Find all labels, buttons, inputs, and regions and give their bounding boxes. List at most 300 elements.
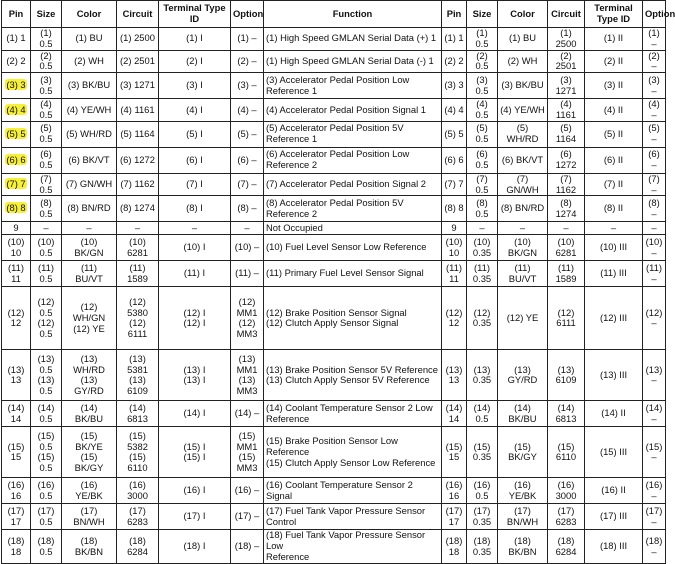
header-color-right: Color: [498, 1, 548, 28]
cell-text: –: [610, 221, 617, 233]
cell-circuit: [117, 504, 159, 530]
cell-text: (15) Brake Position Sensor Low Reference (15) Clutch Apply Sensor Low Reference: [266, 435, 436, 468]
cell-text: (6) 6: [444, 153, 464, 165]
cell-option: [231, 504, 264, 530]
table-header-row: [2, 1, 666, 28]
cell-size-right: [467, 350, 498, 401]
cell-circuit: [117, 173, 159, 196]
cell-text: –: [479, 221, 485, 233]
cell-text: (5) 1164: [555, 122, 577, 145]
cell-text: (13) WH/RD (13) GY/RD: [73, 352, 105, 397]
cell-text: –: [563, 221, 569, 233]
cell-text: (18) 0.5: [37, 534, 55, 557]
cell-color: [62, 99, 117, 122]
cell-color-right: [498, 287, 548, 350]
cell-pin-right: [442, 99, 467, 122]
cell-color-right: [498, 261, 548, 287]
cell-text: (11) BU/VT: [75, 262, 103, 284]
table-row: [2, 173, 666, 196]
cell-option: [231, 50, 264, 73]
cell-text: (3) BK/BU: [67, 79, 111, 91]
cell-text: (3) 0.5: [475, 73, 489, 96]
cell-function: [264, 99, 442, 122]
cell-option: [231, 401, 264, 427]
cell-circuit-right: [548, 504, 585, 530]
cell-terminal-type-id-right: [585, 261, 643, 287]
cell-color-right: [498, 222, 548, 235]
cell-function: [264, 504, 442, 530]
cell-text: (6) 1272: [120, 153, 155, 165]
header-option-right: Option: [643, 1, 666, 28]
cell-size: [31, 478, 62, 504]
cell-color-right: [498, 196, 548, 222]
cell-circuit-right: [548, 350, 585, 401]
header-pin-right: Pin: [442, 1, 467, 28]
cell-text: (5) 1164: [120, 127, 155, 139]
cell-pin-right: [442, 478, 467, 504]
cell-text: (6) BK/VT: [501, 153, 544, 165]
cell-color-right: [498, 350, 548, 401]
cell-circuit: [117, 261, 159, 287]
cell-text: (14) 14: [7, 402, 25, 424]
cell-text: (10) 6281: [127, 236, 148, 258]
cell-terminal-type-id: [159, 147, 231, 173]
cell-pin-right: [442, 121, 467, 147]
cell-text: (1) BU: [508, 32, 537, 44]
cell-circuit: [117, 478, 159, 504]
cell-circuit: [117, 28, 159, 51]
cell-text: (15) 15: [7, 440, 25, 463]
cell-text: (17) –: [645, 505, 663, 527]
cell-text: (18) Fuel Tank Vapor Pressure Sensor Low Reference: [266, 529, 426, 562]
cell-option-right: [643, 530, 666, 563]
cell-circuit-right: [548, 28, 585, 51]
cell-text: (13) MM1 (13) MM3: [236, 352, 258, 397]
cell-text: (3) 0.5: [39, 73, 53, 96]
cell-pin: [2, 235, 31, 261]
cell-text: (7) GN/WH: [65, 178, 113, 190]
cell-option: [231, 147, 264, 173]
cell-color-right: [498, 504, 548, 530]
cell-text: (13) 13: [445, 363, 463, 386]
cell-terminal-type-id: [159, 235, 231, 261]
cell-text: (13) Brake Position Sensor 5V Reference (13) Clutch Apply Sensor 5V Reference: [266, 363, 438, 386]
cell-text: (6) –: [648, 148, 660, 171]
cell-option: [231, 99, 264, 122]
cell-size: [31, 173, 62, 196]
table-row: [2, 287, 666, 350]
cell-circuit: [117, 222, 159, 235]
highlighted-pin-label: (3) 3: [6, 79, 26, 91]
cell-circuit: [117, 196, 159, 222]
cell-pin: [2, 287, 31, 350]
header-color: Color: [62, 1, 117, 28]
cell-pin: [2, 196, 31, 222]
cell-size-right: [467, 121, 498, 147]
cell-terminal-type-id: [159, 50, 231, 73]
cell-color-right: [498, 530, 548, 563]
cell-text: (11) BU/VT: [508, 262, 537, 284]
cell-option: [231, 427, 264, 478]
cell-text: (16) Coolant Temperature Sensor 2 Signal: [266, 479, 413, 501]
cell-text: (1) 0.5: [475, 27, 489, 49]
cell-size: [31, 196, 62, 222]
cell-circuit-right: [548, 99, 585, 122]
cell-text: (7) Accelerator Pedal Position Signal 2: [266, 178, 426, 190]
cell-circuit: [117, 287, 159, 350]
cell-text: (10) I: [183, 241, 206, 253]
cell-option: [231, 530, 264, 563]
cell-color: [62, 504, 117, 530]
cell-text: (5) II: [603, 127, 624, 139]
cell-pin-right: [442, 427, 467, 478]
cell-text: (3) II: [603, 79, 624, 91]
cell-text: (1) High Speed GMLAN Serial Data (-) 1: [266, 54, 434, 66]
cell-function: [264, 147, 442, 173]
cell-size: [31, 261, 62, 287]
cell-color: [62, 173, 117, 196]
cell-text: –: [43, 221, 49, 233]
cell-option: [231, 350, 264, 401]
cell-text: (12) 0.35: [472, 306, 492, 329]
cell-circuit-right: [548, 121, 585, 147]
cell-size-right: [467, 73, 498, 99]
cell-text: (3) –: [237, 79, 257, 91]
cell-text: (16) YE/BK: [75, 479, 103, 501]
cell-circuit: [117, 350, 159, 401]
cell-pin: [2, 530, 31, 563]
cell-color-right: [498, 478, 548, 504]
cell-text: (18) 18: [7, 534, 25, 557]
cell-text: (11) 0.35: [472, 262, 492, 284]
cell-size-right: [467, 530, 498, 563]
cell-text: (1) 1: [444, 32, 464, 44]
cell-circuit: [117, 121, 159, 147]
cell-terminal-type-id-right: [585, 287, 643, 350]
cell-text: (14) II: [601, 407, 626, 419]
cell-text: (8) 1274: [555, 197, 577, 219]
cell-size-right: [467, 261, 498, 287]
table-row: [2, 121, 666, 147]
cell-text: (8) 0.5: [39, 197, 53, 219]
cell-text: (1) –: [648, 27, 660, 49]
table-row: [2, 401, 666, 427]
cell-pin: [2, 121, 31, 147]
cell-pin-right: [442, 73, 467, 99]
cell-size-right: [467, 147, 498, 173]
table-row: [2, 235, 666, 261]
cell-text: –: [134, 221, 141, 233]
cell-terminal-type-id-right: [585, 28, 643, 51]
cell-size-right: [467, 235, 498, 261]
cell-text: (5) WH/RD: [66, 127, 112, 139]
cell-text: (5) Accelerator Pedal Position 5V Reference 1: [266, 122, 404, 145]
cell-terminal-type-id-right: [585, 147, 643, 173]
cell-text: (13) 0.35: [472, 363, 492, 386]
cell-text: –: [86, 221, 92, 233]
cell-text: (17) 6283: [555, 505, 577, 527]
cell-size: [31, 427, 62, 478]
cell-circuit: [117, 530, 159, 563]
cell-option: [231, 235, 264, 261]
cell-function: [264, 287, 442, 350]
cell-text: (10) 0.5: [37, 236, 55, 258]
cell-text: (18) BK/BN: [74, 534, 104, 557]
cell-color-right: [498, 73, 548, 99]
cell-size-right: [467, 504, 498, 530]
cell-pin: [2, 99, 31, 122]
cell-size: [31, 350, 62, 401]
cell-terminal-type-id: [159, 427, 231, 478]
cell-option-right: [643, 121, 666, 147]
cell-text: (4) –: [648, 98, 660, 120]
cell-option: [231, 478, 264, 504]
cell-text: (7) 0.5: [39, 172, 53, 195]
cell-text: (10) 0.35: [472, 236, 492, 258]
cell-pin: [2, 222, 31, 235]
cell-circuit-right: [548, 50, 585, 73]
cell-text: (14) I: [183, 407, 206, 419]
cell-text: (6) 1272: [555, 148, 577, 171]
cell-pin: [2, 350, 31, 401]
cell-size: [31, 287, 62, 350]
cell-text: (18) I: [183, 540, 206, 552]
cell-function: [264, 350, 442, 401]
cell-text: 9: [13, 221, 19, 233]
cell-text: (6) BK/VT: [68, 153, 110, 165]
cell-option: [231, 73, 264, 99]
cell-color-right: [498, 147, 548, 173]
cell-terminal-type-id-right: [585, 73, 643, 99]
cell-pin-right: [442, 504, 467, 530]
cell-color-right: [498, 427, 548, 478]
cell-pin: [2, 147, 31, 173]
cell-text: (13) 5381 (13) 6109: [127, 352, 148, 397]
cell-circuit-right: [548, 222, 585, 235]
cell-text: (18) 0.35: [472, 534, 492, 557]
cell-function: [264, 478, 442, 504]
cell-text: (7) GN/WH: [506, 172, 539, 195]
highlighted-pin-label: (7) 7: [6, 178, 26, 190]
cell-option-right: [643, 350, 666, 401]
cell-circuit-right: [548, 401, 585, 427]
cell-option: [231, 222, 264, 235]
cell-text: (14) 6813: [127, 402, 148, 424]
table-body: [2, 28, 666, 564]
cell-text: (16) –: [234, 484, 260, 496]
cell-text: (16) I: [183, 484, 206, 496]
cell-text: (15) III: [599, 445, 628, 457]
cell-text: (14) 0.5: [473, 402, 491, 424]
cell-text: (13) GY/RD: [507, 363, 538, 386]
cell-color: [62, 73, 117, 99]
cell-pin-right: [442, 50, 467, 73]
cell-size-right: [467, 50, 498, 73]
cell-pin-right: [442, 147, 467, 173]
cell-text: (7) I: [186, 178, 203, 190]
cell-text: 9: [451, 221, 457, 233]
cell-function: [264, 50, 442, 73]
cell-pin-right: [442, 350, 467, 401]
cell-terminal-type-id: [159, 121, 231, 147]
cell-option-right: [643, 28, 666, 51]
cell-terminal-type-id: [159, 222, 231, 235]
cell-text: (12) 6111: [556, 306, 576, 329]
cell-terminal-type-id: [159, 261, 231, 287]
cell-text: (3) I: [186, 79, 203, 91]
cell-text: (8) BN/RD: [500, 202, 545, 214]
cell-text: (16) 16: [445, 479, 463, 501]
cell-option-right: [643, 222, 666, 235]
cell-pin: [2, 173, 31, 196]
cell-color-right: [498, 401, 548, 427]
cell-text: (12) I (12) I: [183, 306, 206, 329]
cell-pin: [2, 427, 31, 478]
cell-circuit-right: [548, 196, 585, 222]
cell-text: (12) YE: [506, 311, 539, 323]
cell-text: (17) 17: [445, 505, 463, 527]
cell-size-right: [467, 99, 498, 122]
cell-text: (16) 16: [7, 479, 25, 501]
cell-option: [231, 196, 264, 222]
cell-text: (7) 0.5: [475, 172, 489, 195]
cell-option-right: [643, 427, 666, 478]
cell-text: –: [519, 221, 526, 233]
cell-color: [62, 50, 117, 73]
cell-pin-right: [442, 261, 467, 287]
table-row: [2, 530, 666, 563]
cell-terminal-type-id-right: [585, 235, 643, 261]
cell-text: (8) 8: [444, 202, 464, 214]
cell-option-right: [643, 504, 666, 530]
cell-function: [264, 401, 442, 427]
cell-terminal-type-id-right: [585, 50, 643, 73]
cell-text: (11) –: [235, 267, 259, 279]
cell-size: [31, 50, 62, 73]
cell-terminal-type-id-right: [585, 350, 643, 401]
cell-size-right: [467, 196, 498, 222]
cell-circuit: [117, 401, 159, 427]
cell-text: (17) BN/WH: [73, 505, 105, 527]
cell-text: (4) 0.5: [39, 98, 53, 120]
table-row: [2, 28, 666, 51]
header-size: Size: [31, 1, 62, 28]
cell-text: (14) 0.5: [37, 402, 55, 424]
cell-size-right: [467, 478, 498, 504]
cell-pin: [2, 401, 31, 427]
cell-option-right: [643, 235, 666, 261]
cell-text: (10) 10: [7, 236, 25, 258]
cell-option-right: [643, 478, 666, 504]
cell-option-right: [643, 50, 666, 73]
cell-circuit-right: [548, 73, 585, 99]
cell-text: (3) 1271: [120, 79, 155, 91]
header-size-right: Size: [467, 1, 498, 28]
cell-text: (2) 2: [444, 54, 464, 66]
cell-text: (4) Accelerator Pedal Position Signal 1: [266, 103, 426, 115]
cell-text: (5) 0.5: [39, 122, 53, 145]
cell-color-right: [498, 235, 548, 261]
cell-circuit-right: [548, 235, 585, 261]
cell-text: (17) –: [234, 510, 260, 522]
cell-text: (4) 1161: [120, 103, 155, 115]
cell-text: (10) BK/GN: [507, 236, 538, 258]
cell-text: (12) Brake Position Sensor Signal (12) Clutch Apply Sensor Signal: [266, 306, 407, 329]
cell-size: [31, 99, 62, 122]
cell-text: (8) –: [237, 202, 257, 214]
cell-text: (11) 11: [446, 262, 462, 284]
cell-function: [264, 427, 442, 478]
table-row: [2, 478, 666, 504]
cell-color: [62, 287, 117, 350]
cell-pin-right: [442, 530, 467, 563]
cell-text: (14) 14: [445, 402, 463, 424]
cell-function: [264, 121, 442, 147]
cell-text: (8) Accelerator Pedal Position 5V Reference 2: [266, 197, 404, 219]
cell-color: [62, 427, 117, 478]
cell-size-right: [467, 401, 498, 427]
cell-text: (5) 5: [444, 127, 464, 139]
cell-option-right: [643, 73, 666, 99]
cell-text: (13) 13: [7, 363, 25, 386]
cell-text: (15) –: [645, 440, 663, 463]
cell-text: –: [191, 221, 198, 233]
cell-color: [62, 261, 117, 287]
cell-text: (1) 2500: [555, 27, 577, 49]
cell-size: [31, 147, 62, 173]
cell-text: (8) I: [186, 202, 203, 214]
cell-size-right: [467, 427, 498, 478]
cell-text: (15) BK/YE (15) BK/GY: [74, 429, 104, 474]
cell-option: [231, 173, 264, 196]
cell-text: (12) 0.5 (12) 0.5: [37, 295, 55, 340]
table-row: [2, 427, 666, 478]
cell-circuit-right: [548, 427, 585, 478]
cell-text: (11) 1589: [127, 262, 148, 284]
cell-text: (3) BK/BU: [501, 79, 544, 91]
cell-pin: [2, 261, 31, 287]
cell-color: [62, 222, 117, 235]
cell-text: (7) –: [237, 178, 257, 190]
cell-text: (1) BU: [75, 32, 103, 44]
cell-text: (8) 0.5: [475, 197, 489, 219]
cell-text: (6) 0.5: [39, 148, 53, 171]
cell-text: (12) 5380 (12) 6111: [127, 295, 148, 340]
cell-size: [31, 530, 62, 563]
cell-text: (15) 5382 (15) 6110: [127, 429, 148, 474]
cell-text: (6) II: [603, 153, 624, 165]
cell-circuit: [117, 73, 159, 99]
cell-text: (17) 0.5: [37, 505, 55, 527]
cell-size: [31, 121, 62, 147]
cell-text: (10) –: [645, 236, 663, 258]
cell-option-right: [643, 196, 666, 222]
cell-text: (11) I: [183, 267, 206, 279]
cell-color: [62, 235, 117, 261]
cell-text: (10) Fuel Level Sensor Low Reference: [266, 241, 427, 253]
cell-text: (12) III: [599, 311, 628, 323]
cell-text: (7) 1162: [120, 178, 155, 190]
cell-pin-right: [442, 287, 467, 350]
cell-color: [62, 350, 117, 401]
cell-circuit: [117, 235, 159, 261]
cell-pin-right: [442, 222, 467, 235]
cell-size: [31, 504, 62, 530]
header-function: Function: [264, 1, 442, 28]
cell-text: (17) III: [599, 510, 628, 522]
cell-text: (15) 15: [445, 440, 463, 463]
cell-terminal-type-id: [159, 196, 231, 222]
